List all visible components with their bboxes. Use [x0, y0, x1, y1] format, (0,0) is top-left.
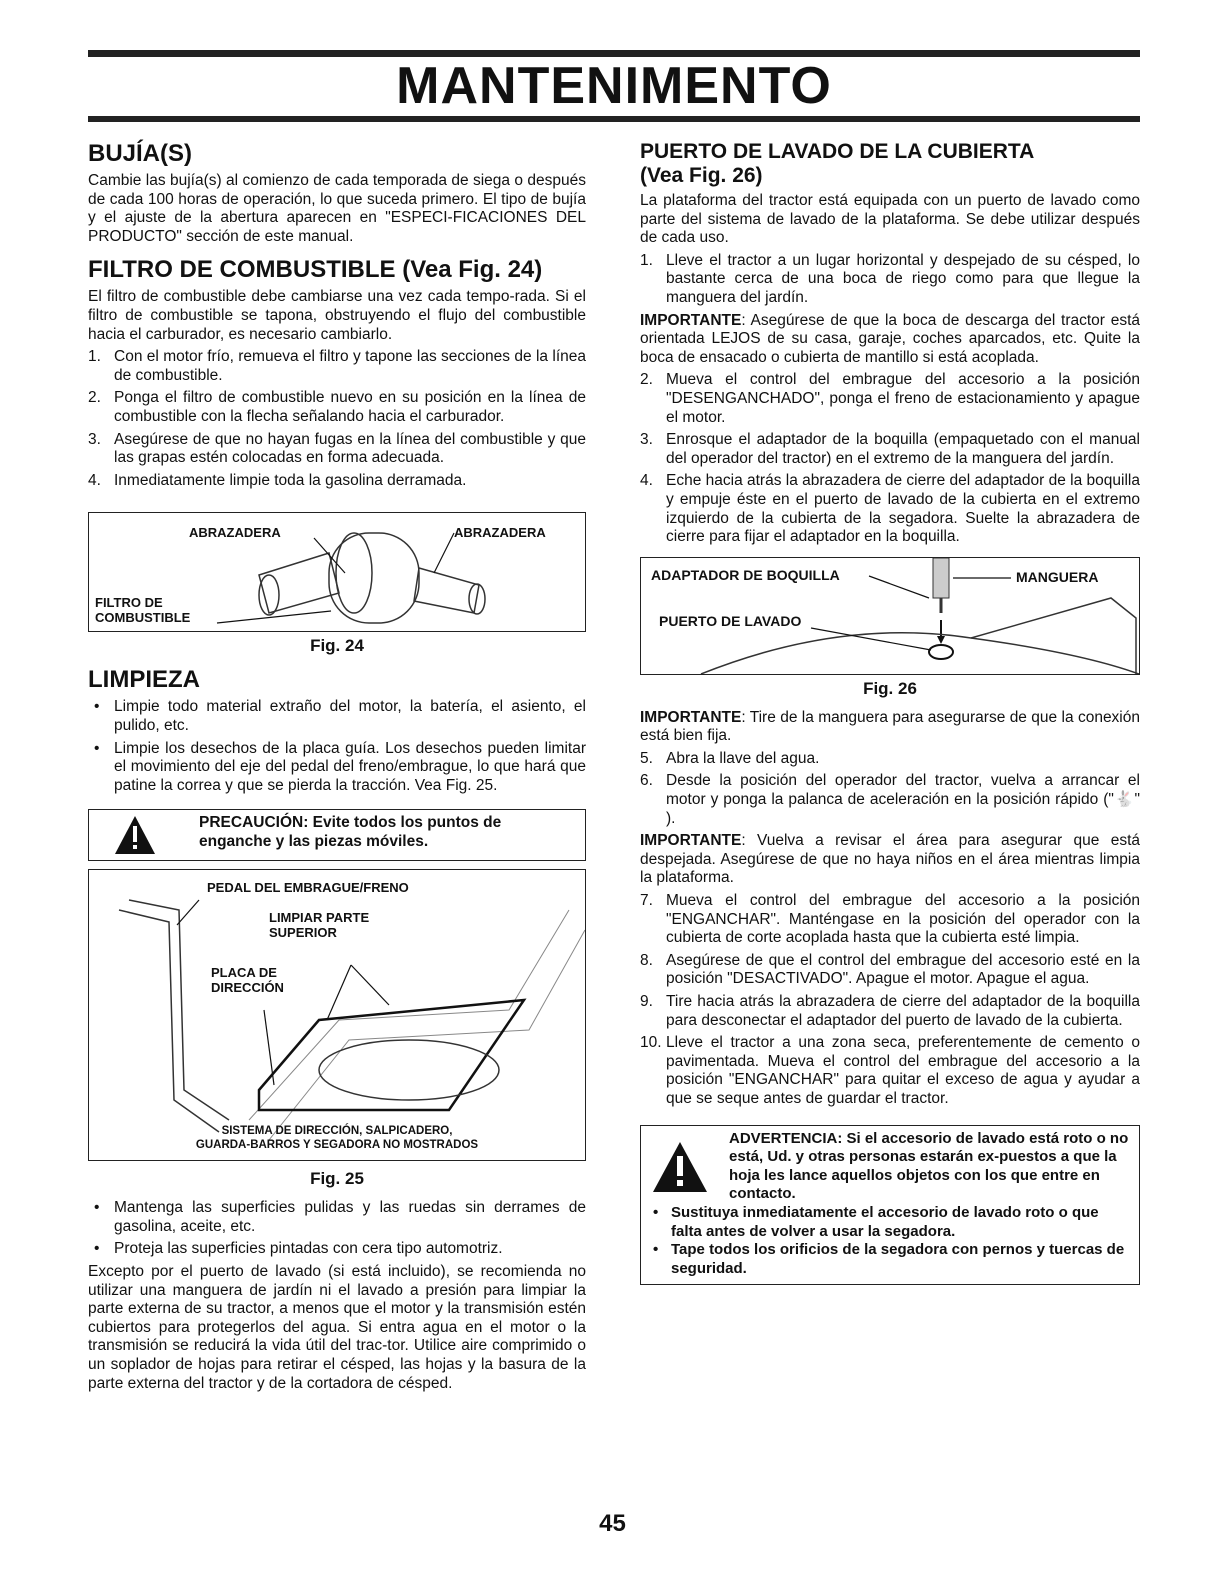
- step-number: 10.: [640, 1034, 662, 1052]
- puerto-subheading: (Vea Fig. 26): [640, 164, 763, 187]
- fig25-label-limpiar: LIMPIAR PARTE: [269, 910, 370, 926]
- fig24-label-abrazadera-right: ABRAZADERA: [454, 525, 546, 541]
- advertencia-box: [640, 1125, 1140, 1286]
- fig25-box: [88, 869, 586, 1161]
- importante-1: [640, 312, 1140, 368]
- step-text: Lleve el tractor a un lugar horizontal y despejado de su césped, lo bastante cerca de una boca de riego como para que llegue la manguera del jardín.: [666, 251, 1140, 306]
- step-number: 9.: [640, 993, 653, 1010]
- step-number: 4.: [88, 471, 101, 489]
- fig26-label-manguera: MANGUERA: [1016, 568, 1099, 585]
- importante-text: : Tire de la manguera para asegurarse de que la conexión está bien fija.: [640, 708, 1140, 745]
- step-number: 1.: [640, 251, 653, 269]
- step-number: 8.: [640, 951, 653, 969]
- importante-label: IMPORTANTE: [640, 832, 742, 850]
- step-number: 4.: [640, 472, 653, 490]
- limpieza-bullets: [88, 698, 586, 795]
- step-number: 6.: [640, 772, 653, 790]
- left-column: [88, 140, 586, 1397]
- fig25-label-placa: PLACA DE: [211, 965, 277, 981]
- bullet-icon: •: [653, 1203, 659, 1221]
- bujia-text: Cambie las bujía(s) al comienzo de cada temporada de siega o después de cada 100 horas de operación, lo que suceda primero. El tipo de bujía y el ajuste de la abertura aparecen en "ESPECI-FICACIONES DEL PRODUCTO" sección de este manual.: [88, 172, 586, 245]
- fig26-label-adaptador: ADAPTADOR DE BOQUILLA: [651, 566, 840, 583]
- step-number: 3.: [640, 431, 653, 449]
- list-item: [640, 772, 1140, 828]
- step-text: Asegúrese de que no hayan fugas en la línea del combustible y que las grapas estén colocadas en forma adecuada.: [114, 430, 586, 467]
- list-item: [88, 431, 586, 468]
- title-underline-rule: [88, 116, 1140, 122]
- step-text: Enrosque el adaptador de la boquilla (empaquetado con el manual del operador del tractor) en el extremo de la manguera del jardín.: [666, 431, 1140, 467]
- bujia-heading: BUJÍA(S): [88, 140, 193, 167]
- precaucion-box: [88, 809, 586, 861]
- puerto-intro: La plataforma del tractor está equipada con un puerto de lavado como parte del sistema de lavado de la plataforma. Se debe utilizar después de cada uso.: [640, 192, 1140, 247]
- step-text: Desde la posición del operador del tractor, vuelva a arrancar el motor y ponga la palanca de aceleración en la posición rápido ("🐇" ).: [666, 772, 1140, 827]
- step-text: Tire hacia atrás la abrazadera de cierre del adaptador de la boquilla para desconectar el adaptador del puerto de lavado de la cubierta.: [666, 993, 1140, 1029]
- bullet-text: Tape todos los orificios de la segadora con pernos y tuercas de seguridad.: [671, 1241, 1125, 1277]
- bullet-icon: •: [653, 1241, 659, 1259]
- step-number: 2.: [88, 389, 101, 407]
- step-text: Abra la llave del agua.: [666, 749, 820, 767]
- filtro-text: El filtro de combustible debe cambiarse una vez cada tempo-rada. Si el filtro de combustible se tapona, obstruyendo el flujo del combustible hacia el carburador, es necesario cambiarlo.: [88, 288, 586, 343]
- step-text: Con el motor frío, remueva el filtro y tapone las secciones de la línea de combustible.: [114, 348, 586, 384]
- bullet-text: Proteja las superficies pintadas con cera tipo automotriz.: [114, 1240, 503, 1258]
- puerto-step-1: [640, 252, 1140, 308]
- fig24-label-abrazadera-left: ABRAZADERA: [189, 525, 281, 541]
- step-text: Lleve el tractor a una zona seca, preferentemente de cemento o pavimentada. Mueva el control del embrague del accesorio a la posición "ENGANCHAR" para quitar el exceso de agua y ayudar a que se seque antes de guardar el tractor.: [666, 1034, 1140, 1107]
- bullets-2: [88, 1199, 586, 1259]
- advertencia-main-text: ADVERTENCIA: Si el accesorio de lavado está roto o no está, Ud. y otras personas estarán ex-puestos a que la hoja les lance aquellos objetos con los que entre en contacto.: [729, 1129, 1129, 1203]
- step-text: Eche hacia atrás la abrazadera de cierre del adaptador de la boquilla y empuje éste en el puerto de lavado de la cubierta en el extremo izquierdo de la cubierta de la segadora. Suelte la abrazadera de cierre para fijar el adaptador en la boquilla.: [666, 472, 1140, 546]
- precaucion-line-2: enganche y las piezas móviles.: [199, 832, 429, 850]
- warning-triangle-icon: [651, 1140, 709, 1194]
- advertencia-bullet-1: [649, 1204, 1131, 1241]
- fig24-label-filtro: FILTRO DE: [95, 595, 163, 611]
- list-item: [88, 389, 586, 426]
- page-title: MANTENIMENTO: [396, 57, 832, 115]
- importante-text: : Asegúrese de que la boca de descarga del tractor está orientada LEJOS de su casa, garaje, coches aparcados, etc. Quite la boca de ensacado o cubierta de mantillo si está acoplada.: [640, 311, 1140, 366]
- step-text: Asegúrese de que el control del embrague del accesorio esté en la posición "DESACTIVADO". Apague el motor. Apague el agua.: [666, 951, 1140, 988]
- bullet-icon: •: [94, 739, 100, 757]
- list-item: [640, 252, 1140, 308]
- list-item: [640, 1034, 1140, 1108]
- list-item: [88, 1240, 586, 1259]
- fig25-label-direccion: DIRECCIÓN: [211, 980, 284, 996]
- step-text: Inmediatamente limpie toda la gasolina derramada.: [114, 471, 467, 489]
- limpieza-heading: LIMPIEZA: [88, 666, 200, 694]
- list-item: [88, 348, 586, 385]
- puerto-steps-2-4: [640, 371, 1140, 546]
- importante-text: : Vuelva a revisar el área para asegurar que está despejada. Asegúrese de que no haya niños en el área mientras limpia la plataforma.: [640, 832, 1140, 887]
- step-number: 1.: [88, 348, 101, 366]
- step-number: 7.: [640, 892, 653, 910]
- fig25-label-superior: SUPERIOR: [269, 925, 337, 941]
- bullet-text: Sustituya inmediatamente el accesorio de lavado roto o que falta antes de volver a usar la segadora.: [671, 1203, 1099, 1240]
- bullet-icon: •: [94, 698, 100, 716]
- advertencia-bullet-2: [649, 1241, 1131, 1278]
- puerto-heading: PUERTO DE LAVADO DE LA CUBIERTA: [640, 140, 1035, 163]
- list-item: [88, 740, 586, 796]
- fig25-label-pedal: PEDAL DEL EMBRAGUE/FRENO: [207, 880, 409, 896]
- precaucion-text: [199, 814, 579, 851]
- fig26-label-puerto: PUERTO DE LAVADO: [659, 612, 802, 629]
- fig24-caption: Fig. 24: [310, 636, 364, 656]
- importante-2: [640, 709, 1140, 746]
- step-number: 5.: [640, 749, 653, 767]
- right-column: [640, 140, 1140, 1293]
- step-text: Ponga el filtro de combustible nuevo en su posición en la línea de combustible con la flecha señalando hacia el carburador.: [114, 389, 586, 425]
- bullet-icon: •: [94, 1240, 100, 1258]
- importante-label: IMPORTANTE: [640, 708, 742, 726]
- list-item: [640, 431, 1140, 468]
- bullet-text: Mantenga las superficies pulidas y las ruedas sin derrames de gasolina, aceite, etc.: [114, 1199, 586, 1235]
- page-number: 45: [599, 1510, 626, 1537]
- list-item: [640, 472, 1140, 546]
- puerto-steps-5-6: [640, 750, 1140, 828]
- fig26-caption: Fig. 26: [863, 678, 917, 698]
- list-item: [640, 952, 1140, 989]
- list-item: [88, 472, 586, 491]
- fig25-caption: Fig. 25: [310, 1169, 364, 1189]
- fig26-box: [640, 557, 1140, 675]
- bullet-text: Limpie los desechos de la placa guía. Los desechos pueden limitar el movimiento del eje del pedal del freno/embrague, lo que hará que patine la correa y que se pierda la tracción. Vea Fig. 25.: [114, 739, 586, 794]
- importante-3: [640, 832, 1140, 888]
- list-item: [88, 1199, 586, 1236]
- fig25-note-line-2: GUARDA-BARROS Y SEGADORA NO MOSTRADOS: [195, 1139, 479, 1152]
- step-number: 2.: [640, 371, 653, 389]
- limpieza-final-text: Excepto por el puerto de lavado (si está incluido), se recomienda no utilizar una manguera de jardín ni el lavado a presión para limpiar la parte externa de su tractor, a menos que el motor y la transmisión estén cubiertos para protegerlos del agua. Si entra agua en el motor o la transmisión se reducirá la vida útil del trac-tor. Utilice aire comprimido o un soplador de hojas para retirar el césped, las hojas y la basura de la parte externa del tractor y de la cortadora de césped.: [88, 1263, 586, 1392]
- filtro-steps: [88, 348, 586, 490]
- list-item: [640, 993, 1140, 1030]
- bullet-text: Limpie todo material extraño del motor, la batería, el asiento, el pulido, etc.: [114, 698, 586, 734]
- step-number: 3.: [88, 430, 101, 448]
- precaucion-line-1: PRECAUCIÓN: Evite todos los puntos de: [199, 814, 502, 832]
- list-item: [88, 698, 586, 735]
- fig24-label-combustible: COMBUSTIBLE: [95, 610, 191, 626]
- list-item: [640, 371, 1140, 427]
- step-text: Mueva el control del embrague del accesorio a la posición "ENGANCHAR". Manténgase en la posición del operador con la cubierta de corte acoplada hasta que la cubierta esté limpia.: [666, 892, 1140, 947]
- list-item: [640, 892, 1140, 948]
- warning-triangle-icon: [113, 814, 157, 856]
- list-item: [640, 750, 1140, 769]
- step-text: Mueva el control del embrague del accesorio a la posición "DESENGANCHADO", ponga el freno de estacionamiento y apague el motor.: [666, 371, 1140, 426]
- puerto-steps-7-10: [640, 892, 1140, 1109]
- fig25-note-line-1: SISTEMA DE DIRECCIÓN, SALPICADERO,: [221, 1125, 453, 1138]
- bullet-icon: •: [94, 1199, 100, 1217]
- filtro-heading: FILTRO DE COMBUSTIBLE (Vea Fig. 24): [88, 256, 543, 284]
- importante-label: IMPORTANTE: [640, 311, 742, 329]
- fig24-box: [88, 512, 586, 632]
